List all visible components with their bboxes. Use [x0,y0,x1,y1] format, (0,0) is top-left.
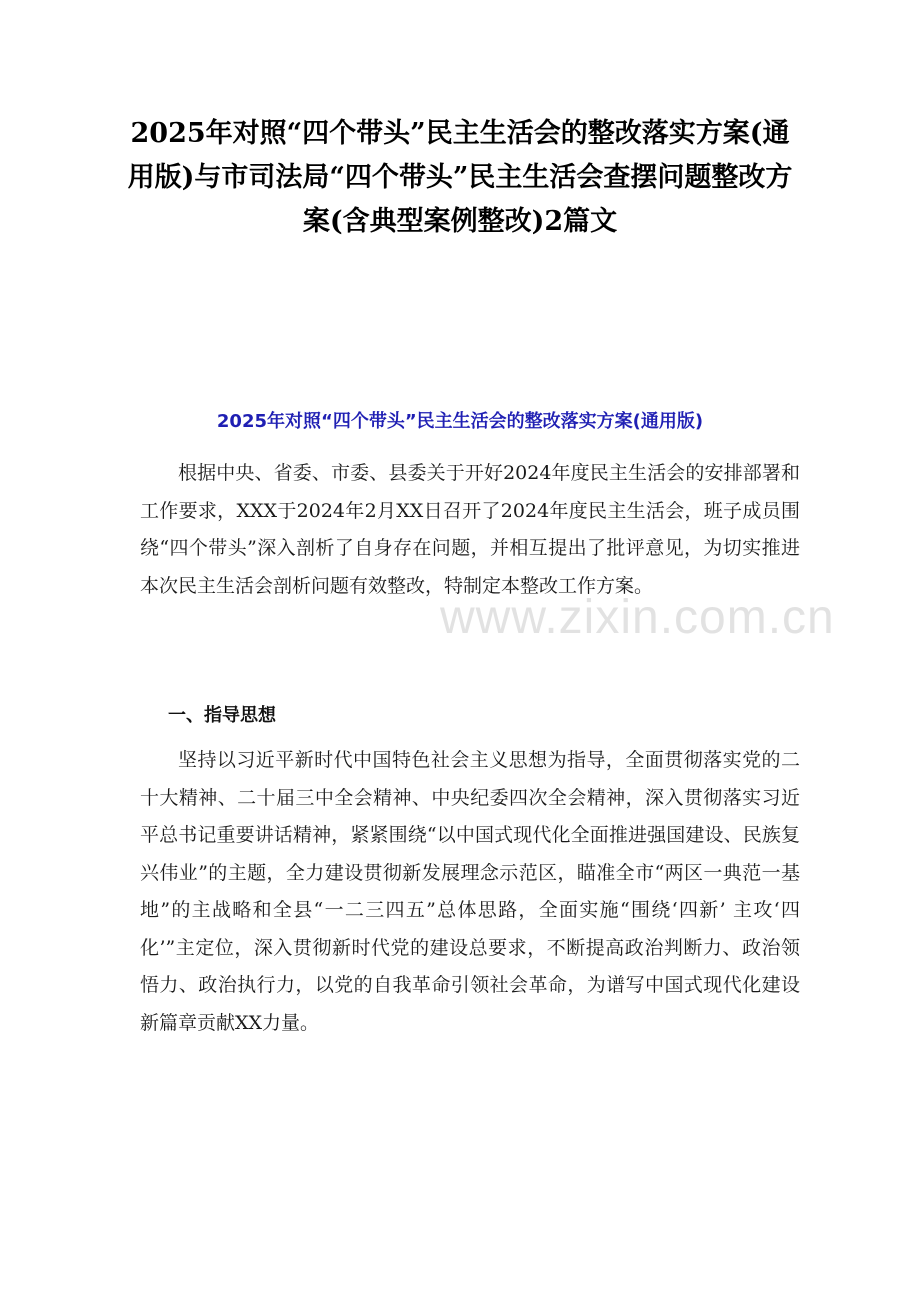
document-title: 2025年对照“四个带头”民主生活会的整改落实方案(通用版)与市司法局“四个带头”民主生活会查摆问题整改方案(含典型案例整改)2篇文 [127,118,793,237]
section-title: 2025年对照“四个带头”民主生活会的整改落实方案(通用版) [216,411,704,432]
paragraph-intro: 根据中央、省委、市委、县委关于开好2024年度民主生活会的安排部署和工作要求，XXX于2024年2月XX日召开了2024年度民主生活会，班子成员围绕“四个带头”深入剖析了自身存在问题，并相互提出了批评意见，为切实推进本次民主生活会剖析问题有效整改，特制定本整改工作方案。 [140,462,800,597]
paragraph-guiding-ideology: 坚持以习近平新时代中国特色社会主义思想为指导，全面贯彻落实党的二十大精神、二十届三中全会精神、中央纪委四次全会精神，深入贯彻落实习近平总书记重要讲话精神，紧紧围绕“以中国式现代化全面推进强国建设、民族复兴伟业”的主题，全力建设贯彻新发展理念示范区，瞄准全市“两区一典范一基地”的主战略和全县“一二三四五”总体思路，全面实施“围绕‘四新’ 主攻‘四化’”主定位，深入贯彻新时代党的建设总要求，不断提高政治判断力、政治领悟力、政治执行力，以党的自我革命引领社会革命，为谱写中国式现代化建设新篇章贡献XX力量。 [140,749,800,1034]
watermark-text: www.zixin.com.cn [440,591,835,644]
heading-guiding-ideology: 一、指导思想 [168,705,276,726]
